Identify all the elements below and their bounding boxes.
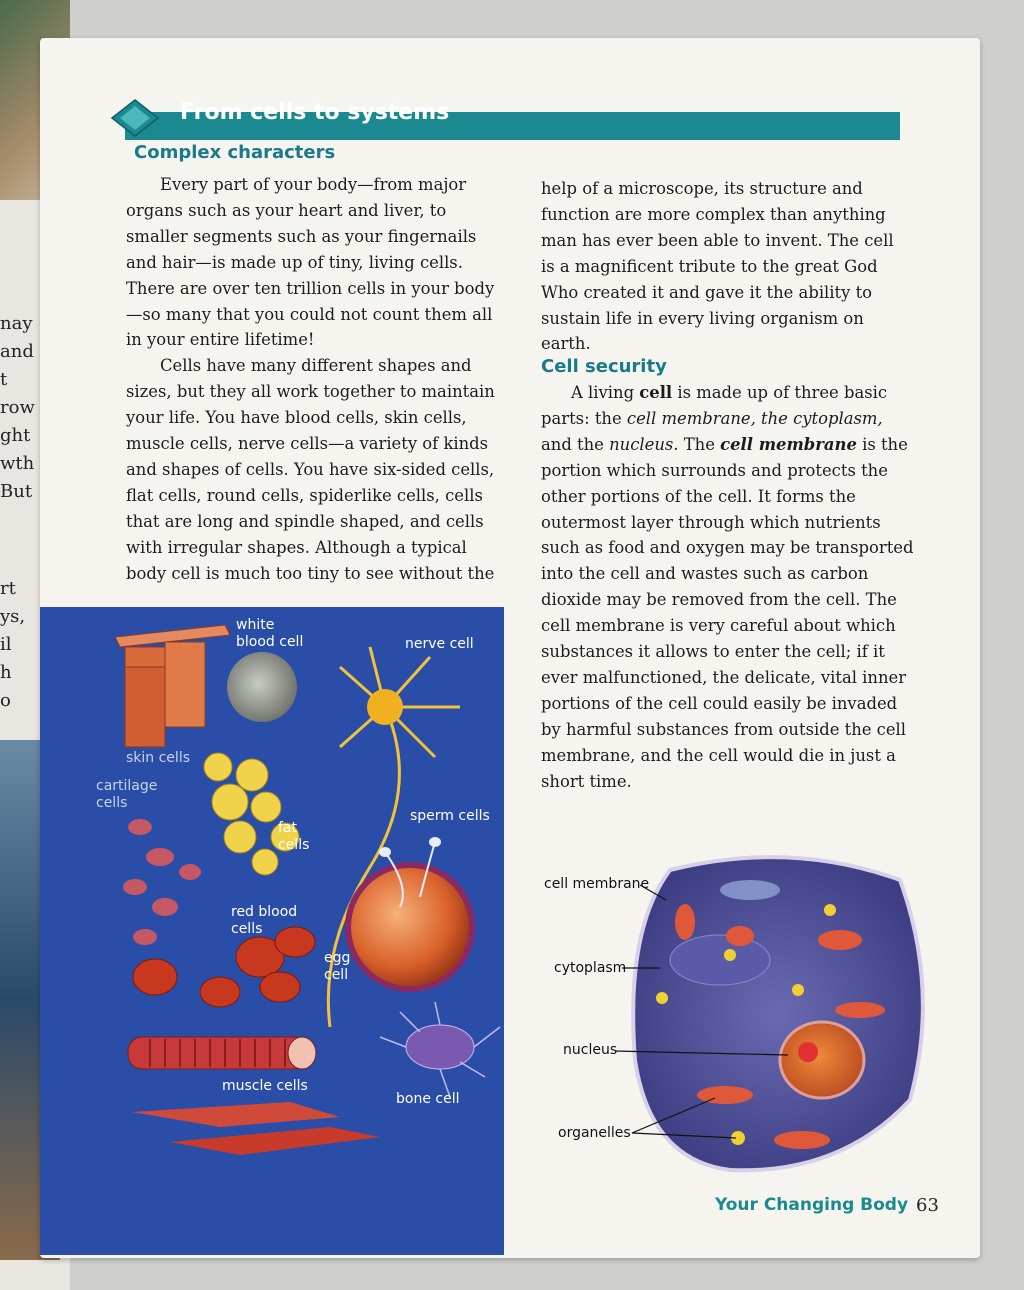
cell-types-illustration <box>40 607 504 1255</box>
bone-cell-art <box>380 1002 500 1097</box>
left-fragment: h <box>0 662 12 683</box>
label-line: cell <box>324 967 349 983</box>
nerve-cell-body <box>367 689 403 725</box>
white-blood-cell-art <box>227 652 297 722</box>
label-sperm-cells: sperm cells <box>410 808 490 824</box>
label-line: cells <box>231 921 263 937</box>
paragraph <box>541 380 916 795</box>
fat-cells-art <box>204 753 299 875</box>
section-heading: From cells to systems <box>180 100 450 125</box>
label-muscle-cells: muscle cells <box>222 1078 308 1094</box>
left-fragment: il <box>0 634 12 655</box>
label-bone-cell: bone cell <box>396 1091 460 1107</box>
running-footer-title: Your Changing Body <box>715 1195 909 1215</box>
text-run: is the portion which surrounds and protects the other portions of the cell. It forms the outermost layer through which nutrients such as food and oxygen may be transported into the cell and wastes such as carbon dioxide may be removed from the cell. The cell membrane is very careful about which substances it allows to enter the cell; if it ever malfunctioned, the delicate, vital inner portions of the cell could easily be invaded by harmful substances from outside the cell membrane, and the cell would die in just a short time. <box>541 434 914 791</box>
term-cell-membrane: cell membrane <box>720 434 857 454</box>
label-red-blood-cells <box>231 904 297 938</box>
text-run: The <box>678 434 721 454</box>
term-nucleus: nucleus. <box>609 434 679 454</box>
label-line: white <box>236 617 275 633</box>
left-fragment: ght <box>0 425 31 446</box>
left-fragment: nay <box>0 313 33 334</box>
subheading-complex-characters: Complex characters <box>134 142 336 163</box>
egg-cell-art <box>348 865 472 989</box>
muscle-cells-art <box>128 1037 380 1155</box>
term-cell: cell <box>639 383 673 402</box>
label-nucleus: nucleus <box>563 1042 618 1058</box>
label-cell-membrane: cell membrane <box>544 876 650 892</box>
left-fragment: rt <box>0 578 16 599</box>
label-egg-cell <box>324 950 350 984</box>
nucleus-shape <box>780 1022 864 1098</box>
label-cartilage-cells <box>96 778 157 812</box>
left-fragment: t <box>0 369 8 390</box>
paragraph: Every part of your body—from major organs such as your heart and liver, to smaller segments such as your fingernails and hair—is made up of tiny, living cells. There are over ten trillion cells in your body—so many that you could not count them all in your entire lifetime! <box>126 175 495 350</box>
text-run: is made up of three basic parts: the <box>541 383 888 428</box>
label-cytoplasm: cytoplasm <box>554 960 627 976</box>
label-fat-cells <box>278 820 309 854</box>
left-fragment: and <box>0 341 34 362</box>
skin-cells-art <box>115 625 230 747</box>
column-right-bottom <box>541 380 916 795</box>
label-line: egg <box>324 950 351 966</box>
page-number: 63 <box>916 1195 939 1216</box>
cartilage-cells-art <box>123 819 201 945</box>
text-run: and the <box>541 434 610 454</box>
paragraph: Cells have many different shapes and sizes, but they all work together to maintain your life. You have blood cells, skin cells, muscle cells, nerve cells—a variety of kinds and shapes of cells. You have six-sided cells, flat cells, round cells, spiderlike cells, cells that are long and spindle shaped, and cells with irregular shapes. Although a typical body cell is much too tiny to see without the <box>126 356 495 583</box>
column-left <box>126 172 508 587</box>
column-right-top <box>541 176 911 357</box>
left-fragment: row <box>0 397 35 418</box>
label-white-blood-cell <box>236 617 303 651</box>
left-fragment: wth <box>0 453 35 474</box>
diamond-icon <box>110 98 160 138</box>
left-fragment: ys, <box>0 606 26 627</box>
label-line: blood cell <box>236 634 304 650</box>
label-line: cells <box>278 837 310 853</box>
left-fragment: But <box>0 481 33 502</box>
label-line: red blood <box>231 904 298 920</box>
label-line: fat <box>278 820 297 836</box>
label-skin-cells: skin cells <box>126 750 190 766</box>
label-organelles: organelles <box>558 1125 631 1141</box>
paragraph: help of a microscope, its structure and function are more complex than anything man has ever been able to invent. The cell is a magnificent tribute to the great God Who created it and gave it the ability to sustain life in every living organism on earth. <box>541 179 894 354</box>
red-blood-cells-art <box>133 927 315 1007</box>
text-run: A living <box>571 383 640 402</box>
term-membrane-cytoplasm: cell membrane, the cytoplasm, <box>626 408 883 428</box>
subheading-cell-security: Cell security <box>541 356 667 377</box>
label-nerve-cell: nerve cell <box>405 636 474 652</box>
label-line: cells <box>96 795 128 811</box>
cell-structure-diagram <box>540 840 940 1180</box>
left-fragment: o <box>0 690 11 711</box>
label-line: cartilage <box>96 778 158 794</box>
